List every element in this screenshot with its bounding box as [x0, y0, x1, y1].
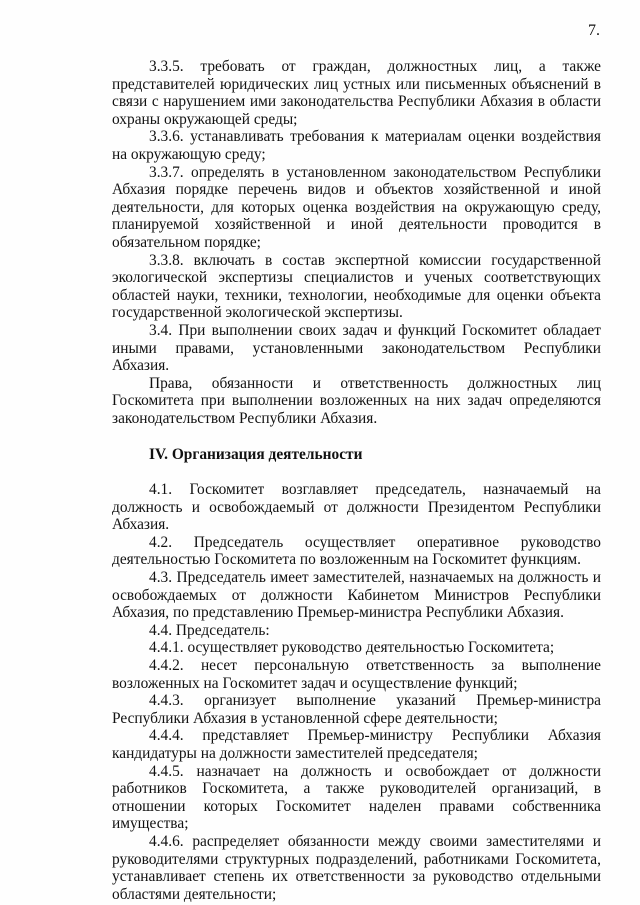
clause-4-4-4: 4.4.4. представляет Премьер-министру Республики Абхазия кандидатуры на должности заместителей председателя; — [112, 727, 601, 762]
clause-3-3-6: 3.3.6. устанавливать требования к материалам оценки воздействия на окружающую среду; — [112, 128, 601, 163]
clause-4-2: 4.2. Председатель осуществляет оперативное руководство деятельностью Госкомитета по возложенным на Госкомитет функциям. — [112, 533, 601, 569]
clause-4-4-6: 4.4.6. распределяет обязанности между своими заместителями и руководителями структурных подразделений, работниками Госкомитета, устанавливает степень их ответственности за руководство отдельными областями деятельности; — [112, 832, 601, 903]
clause-4-4-5: 4.4.5. назначает на должность и освобождает от должности работников Госкомитета, а также руководителей организаций, в отношении которых Госкомитет наделен правами собственника имущества; — [112, 762, 601, 833]
document-body — [112, 58, 601, 903]
clause-rights-paragraph: Права, обязанности и ответственность должностных лиц Госкомитета при выполнении возложенных на них задач определяются законодательством Республики Абхазия. — [112, 374, 601, 427]
clause-3-3-8: 3.3.8. включать в состав экспертной комиссии государственной экологической экспертизы специалистов и ученых соответствующих областей науки, техники, технологии, необходимые для оценки объекта государственной экологической экспертизы. — [112, 251, 601, 322]
clause-4-3: 4.3. Председатель имеет заместителей, назначаемых на должность и освобождаемых от должности Кабинетом Министров Республики Абхазия, по представлению Премьер-министра Республики Абхазия. — [112, 569, 601, 622]
clause-4-4-2: 4.4.2. несет персональную ответственность за выполнение возложенных на Госкомитет задач и осуществление функций; — [112, 657, 601, 692]
clause-4-1: 4.1. Госкомитет возглавляет председатель, назначаемый на должность и освобождаемый от должности Президентом Республики Абхазия. — [112, 481, 601, 534]
clause-3-3-7: 3.3.7. определять в установленном законодательством Республики Абхазия порядке перечень видов и объектов хозяйственной и иной деятельности, для которых оценка воздействия на окружающую среду, планируемой хозяйственной и иной деятельности проводится в обязательном порядке; — [112, 163, 601, 251]
clause-3-3-5: 3.3.5. требовать от граждан, должностных лиц, а также представителей юридических лиц устных или письменных объяснений в связи с нарушением ими законодательства Республики Абхазия в области охраны окружающей среды; — [112, 58, 601, 128]
page-number: 7. — [588, 22, 600, 39]
clause-4-4-1: 4.4.1. осуществляет руководство деятельностью Госкомитета; — [149, 639, 555, 657]
clause-4-4: 4.4. Председатель: — [149, 621, 270, 639]
section-heading: IV. Организация деятельности — [149, 446, 363, 464]
clause-4-4-3: 4.4.3. организует выполнение указаний Премьер-министра Республики Абхазия в установленной сфере деятельности; — [112, 692, 601, 727]
clause-3-4: 3.4. При выполнении своих задач и функций Госкомитет обладает иными правами, установленными законодательством Республики Абхазия. — [112, 321, 601, 375]
